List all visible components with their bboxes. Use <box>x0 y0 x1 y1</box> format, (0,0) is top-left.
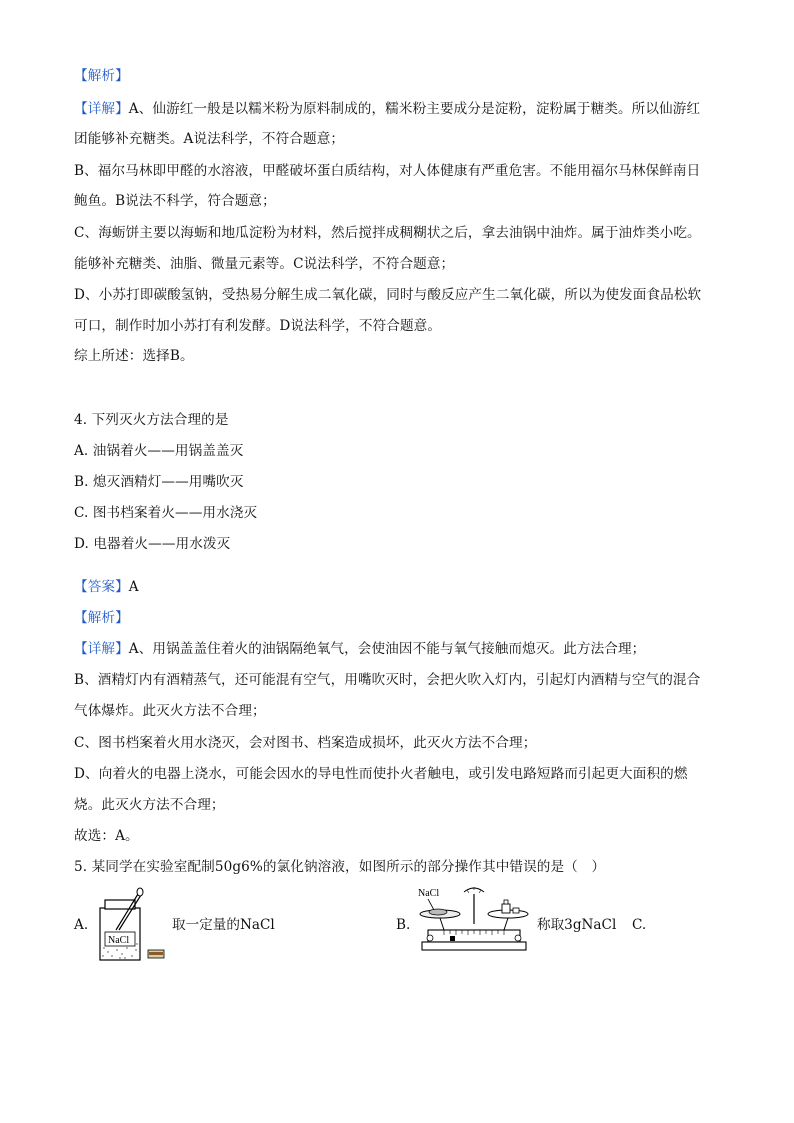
detail-text-c2: 能够补充糖类、油脂、微量元素等。C说法科学，不符合题意； <box>74 256 455 272</box>
analysis-tag-1: 【解析】 <box>74 68 129 84</box>
detail-text-a: A、仙游红一般是以糯米粉为原料制成的，糯米粉主要成分是淀粉，淀粉属于糖类。所以仙游红 <box>128 101 701 117</box>
answer-tag: 【答案】 <box>74 579 129 595</box>
detail-tag-1: 【详解】 <box>74 101 129 117</box>
answer-value: A <box>128 579 139 595</box>
q5-option-c-letter: C. <box>632 917 647 933</box>
q5-option-a-jar-figure <box>92 886 172 966</box>
q4-detail-text-b2: 气体爆炸。此灭火方法不合理； <box>74 703 266 719</box>
q4-detail-text-a: A、用锅盖盖住着火的油锅隔绝氧气，会使油因不能与氧气接触而熄灭。此方法合理； <box>128 641 646 657</box>
analysis-tag-2: 【解析】 <box>74 610 129 626</box>
q5-option-b-letter: B. <box>396 917 411 933</box>
question-4-option-c: C. 图书档案着火——用水浇灭 <box>74 505 258 521</box>
q4-detail-text-c1: C、图书档案着火用水浇灭，会对图书、档案造成损坏，此灭火方法不合理； <box>74 735 537 751</box>
q5-option-a-jar-label: NaCl <box>108 935 130 946</box>
question-5-stem: 5. 某同学在实验室配制50g6%的氯化钠溶液，如图所示的部分操作其中错误的是（ ） <box>74 859 606 875</box>
summary-2: 故选：A。 <box>74 828 139 844</box>
q5-option-a-letter: A. <box>74 917 89 933</box>
q5-option-b-balance-figure <box>414 884 534 960</box>
q4-detail-text-d1: D、向着火的电器上浇水，可能会因水的导电性而使扑火者触电，或引发电路短路而引起更大面积的燃 <box>74 766 688 782</box>
question-4-stem: 4. 下列灭火方法合理的是 <box>74 412 229 428</box>
detail-paragraph-q4-a <box>74 639 724 659</box>
q4-detail-text-d2: 烧。此灭火方法不合理； <box>74 797 225 813</box>
summary-1: 综上所述：选择B。 <box>74 348 194 364</box>
answer-line <box>74 577 724 597</box>
detail-text-b2: 鲍鱼。B说法不科学，符合题意； <box>74 193 276 209</box>
q5-option-b-pan-label: NaCl <box>418 888 440 899</box>
detail-tag-2: 【详解】 <box>74 641 129 657</box>
detail-text-c1: C、海蛎饼主要以海蛎和地瓜淀粉为材料，然后搅拌成稠糊状之后，拿去油锅中油炸。属于油炸类小吃。 <box>74 225 701 241</box>
detail-text-a-cont: 团能够补充糖类。A说法科学，不符合题意； <box>74 131 345 147</box>
detail-paragraph-a <box>74 99 724 119</box>
q5-option-b-text: 称取3gNaCl <box>537 917 617 933</box>
question-4-option-a: A. 油锅着火——用锅盖盖灭 <box>74 443 244 459</box>
q5-option-a-text: 取一定量的NaCl <box>172 917 275 933</box>
detail-text-d1: D、小苏打即碳酸氢钠，受热易分解生成二氧化碳，同时与酸反应产生二氧化碳，所以为使发面食品松软 <box>74 287 702 303</box>
question-4-option-d: D. 电器着火——用水泼灭 <box>74 536 231 552</box>
question-4-option-b: B. 熄灭酒精灯——用嘴吹灭 <box>74 474 244 490</box>
q4-detail-text-b1: B、酒精灯内有酒精蒸气，还可能混有空气，用嘴吹灭时，会把火吹入灯内，引起灯内酒精与空气的混合 <box>74 672 701 688</box>
detail-text-b1: B、福尔马林即甲醛的水溶液，甲醛破坏蛋白质结构，对人体健康有严重危害。不能用福尔马林保鲜南日 <box>74 163 701 179</box>
detail-text-d2: 可口，制作时加小苏打有利发酵。D说法科学，不符合题意。 <box>74 318 442 334</box>
